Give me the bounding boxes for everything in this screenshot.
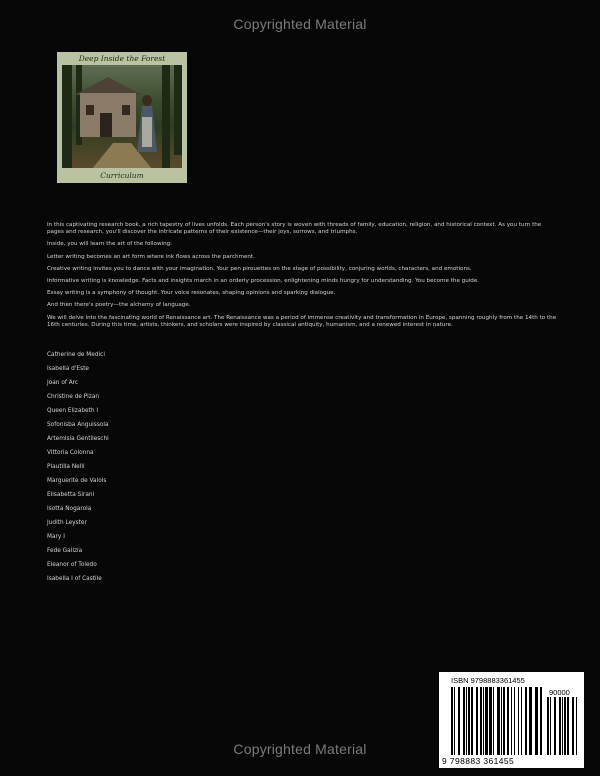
list-item: Isabella I of Castile [47, 576, 102, 582]
paragraph-letter: Letter writing becomes an art form where ink flows across the parchment. [47, 253, 255, 260]
barcode-digits: 9 798883 361455 [442, 756, 515, 766]
list-item: Joan of Arc [47, 380, 79, 386]
list-item: Plautilla Nelli [47, 464, 85, 470]
cover-subtitle: Curriculum [100, 171, 144, 180]
list-item: Sofonisba Anguissola [47, 422, 109, 428]
list-item: Catherine de Medici [47, 352, 105, 358]
paragraph-essay: Essay writing is a symphony of thought. Your voice resonates, shaping opinions and sparking dialogue. [47, 290, 336, 297]
list-item: Judith Leyster [47, 520, 87, 526]
list-item: Marguerite de Valois [47, 478, 107, 484]
price-code: 90000 [549, 688, 570, 697]
paragraph-poetry: And then there's poetry—the alchemy of language. [47, 302, 191, 309]
description-text [47, 222, 557, 329]
paragraph-creative: Creative writing invites you to dance with your imagination. Your pen pirouettes on the stage of possibility, conjuring worlds, characters, and emotions. [47, 265, 472, 272]
paragraph-intro: In this captivating research book, a rich tapestry of lives unfolds. Each person's story is woven with threads of family, education, religion, and historical context. As you turn the pages and research, you'll discover the intricate patterns of their existence—their joys, sorrows, and triumphs. [47, 222, 542, 236]
cover-thumbnail [57, 52, 187, 183]
list-item: Elisabetta Sirani [47, 492, 95, 498]
paragraph-learn: Inside, you will learn the art of the following: [47, 241, 173, 248]
list-item: Fede Galizia [47, 548, 83, 554]
isbn-label: ISBN 9798883361455 [451, 676, 525, 685]
list-item: Christine de Pizan [47, 394, 100, 400]
watermark-top: Copyrighted Material [233, 16, 367, 32]
cover-title: Deep Inside the Forest [78, 54, 166, 63]
list-item: Isotta Nogarola [47, 506, 92, 512]
list-item: Mary I [47, 534, 65, 540]
list-item: Queen Elizabeth I [47, 408, 99, 414]
paragraph-renaissance: We will delve into the fascinating world of Renaissance art. The Renaissance was a period of immense creativity and transformation in Europe, spanning roughly from the 14th to the 16th centuries. During this time, artists, thinkers, and scholars were inspired by classical antiquity, humanism, and a renewed interest in nature. [47, 314, 557, 328]
list-item: Vittoria Colonna [47, 450, 94, 456]
list-item: Eleanor of Toledo [47, 562, 97, 568]
list-item: Artemisia Gentileschi [47, 436, 109, 442]
watermark-bottom: Copyrighted Material [233, 741, 367, 757]
list-item: Isabella d'Este [47, 366, 89, 372]
paragraph-informative: Informative writing is knowledge. Facts and insights march in an orderly procession, enlightening minds hungry for understanding. You become the guide. [47, 278, 480, 285]
cover-illustration [62, 65, 182, 168]
